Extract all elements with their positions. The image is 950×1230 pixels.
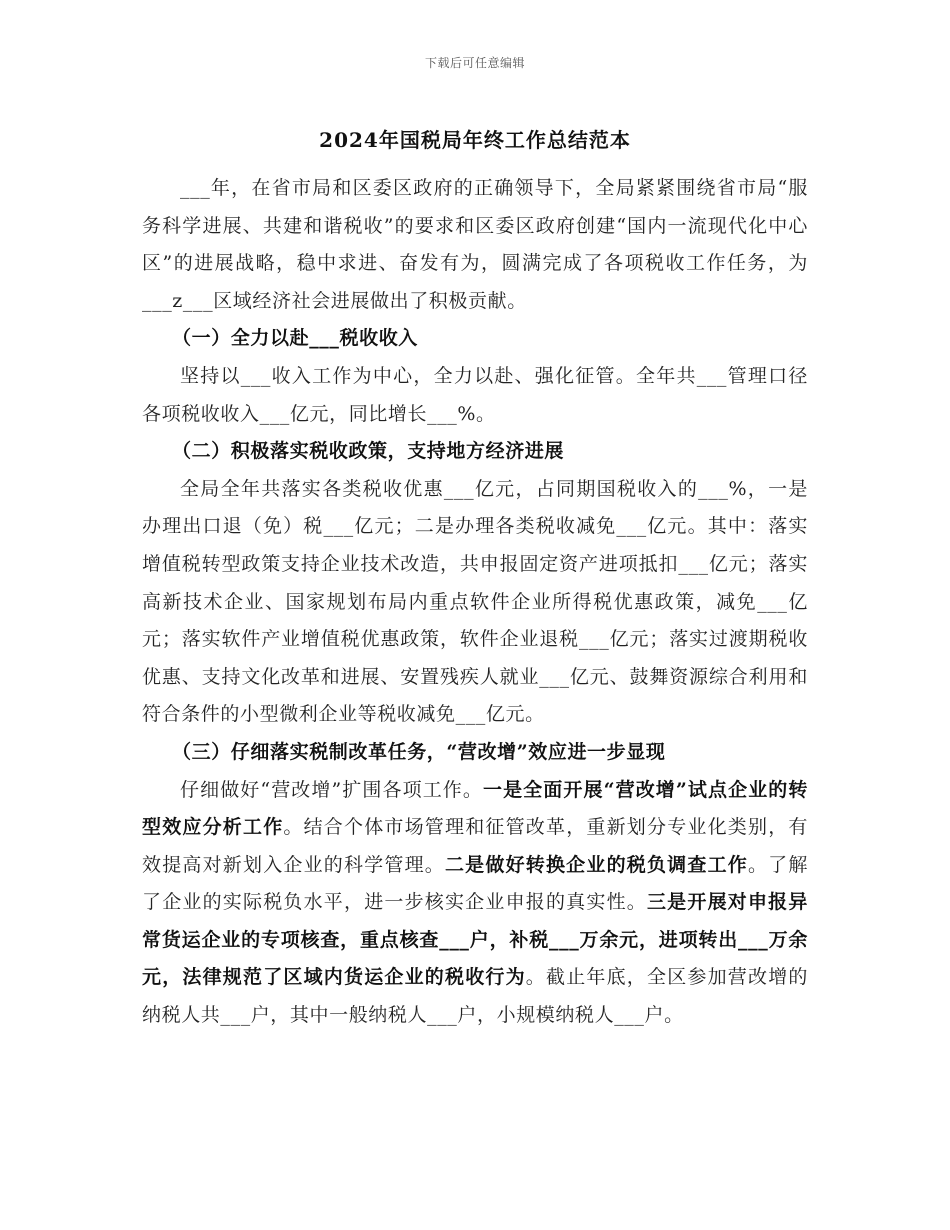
page-header-note: 下载后可任意编辑 bbox=[424, 56, 525, 70]
section-2-paragraph: 全局全年共落实各类税收优惠___亿元，占同期国税收入的___%，一是办理出口退（免）税___亿元；二是办理各类税收减免___亿元。其中：落实增值税转型政策支持企业技术改造，共申报固定资产进项抵扣___亿元；落实高新技术企业、国家规划布局内重点软件企业所得税优惠政策，减免___亿元；落实软件产业增值税优惠政策，软件企业退税___亿元；落实过渡期税收优惠、支持文化改革和进展、安置残疾人就业___亿元、鼓舞资源综合利用和符合条件的小型微利企业等税收减免___亿元。 bbox=[142, 477, 808, 726]
document-title: 2024年国税局年终工作总结范本 bbox=[319, 128, 631, 152]
section-2-heading: （二）积极落实税收政策，支持地方经济进展 bbox=[172, 440, 565, 463]
section-3-bold-point-2: 二是做好转换企业的税负调查工作 bbox=[444, 853, 748, 876]
document-body bbox=[142, 170, 808, 1035]
section-3-lead-text: 仔细做好“营改增”扩围各项工作。 bbox=[180, 778, 483, 801]
section-1-paragraph: 坚持以___收入工作为中心，全力以赴、强化征管。全年共___管理口径各项税收收入___亿元，同比增长___%。 bbox=[142, 364, 808, 425]
section-3-text-3: 。截止年底，全区参加营改增的纳税人共___户，其中一般纳税人___户，小规模纳税人___户。 bbox=[142, 966, 808, 1027]
section-3-paragraph bbox=[142, 772, 808, 1035]
section-3-bold-point-3: 三是开展对申报异常货运企业的专项核查，重点核查___户，补税___万余元，进项转出___万余元，法律规范了区域内货运企业的税收行为 bbox=[142, 891, 808, 989]
section-3-heading: （三）仔细落实税制改革任务，“营改增”效应进一步显现 bbox=[172, 740, 666, 763]
section-3-text-2: 。了解了企业的实际税负水平，进一步核实企业申报的真实性。 bbox=[142, 853, 808, 914]
section-3-text-1: 。结合个体市场管理和征管改革，重新划分专业化类别，有效提高对新划入企业的科学管理。 bbox=[142, 816, 808, 876]
section-1-heading: （一）全力以赴___税收收入 bbox=[172, 327, 418, 350]
section-3-bold-point-1: 一是全面开展“营改增”试点企业的转型效应分析工作 bbox=[142, 778, 808, 839]
intro-paragraph: ___年，在省市局和区委区政府的正确领导下，全局紧紧围绕省市局“服务科学进展、共建和谐税收”的要求和区委区政府创建“国内一流现代化中心区”的进展战略，稳中求进、奋发有为，圆满完成了各项税收工作任务，为___z___区域经济社会进展做出了积极贡献。 bbox=[142, 177, 808, 312]
